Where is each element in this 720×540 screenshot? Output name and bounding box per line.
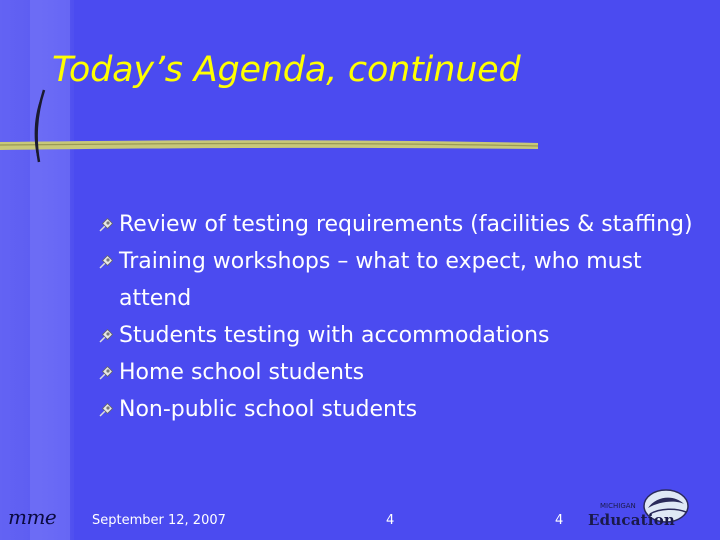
list-item xyxy=(98,354,698,391)
agenda-list xyxy=(98,206,698,428)
bullet-text: Non-public school students xyxy=(119,397,418,422)
bullet-text: Home school students xyxy=(119,360,365,385)
pushpin-icon xyxy=(98,328,114,344)
michigan-wordmark: MICHIGAN xyxy=(600,502,636,510)
pushpin-icon xyxy=(98,402,114,418)
education-wordmark: Education xyxy=(588,511,676,529)
bullet-text: Training workshops – what to expect, who must attend xyxy=(119,249,642,311)
slide-title: Today’s Agenda, continued xyxy=(52,50,521,90)
pushpin-icon xyxy=(98,217,114,233)
pushpin-icon xyxy=(98,365,114,381)
list-item xyxy=(98,391,698,428)
slide-number: 4 xyxy=(555,513,564,528)
list-item xyxy=(98,243,698,317)
footer-date: September 12, 2007 xyxy=(92,513,226,528)
pushpin-icon xyxy=(98,254,114,270)
list-item xyxy=(98,317,698,354)
footer-center-number: 4 xyxy=(386,513,395,528)
bullet-text: Students testing with accommodations xyxy=(119,323,550,348)
list-item xyxy=(98,206,698,243)
bullet-text: Review of testing requirements (facilities & staffing) xyxy=(119,212,693,237)
mme-logo: mme xyxy=(8,505,57,529)
